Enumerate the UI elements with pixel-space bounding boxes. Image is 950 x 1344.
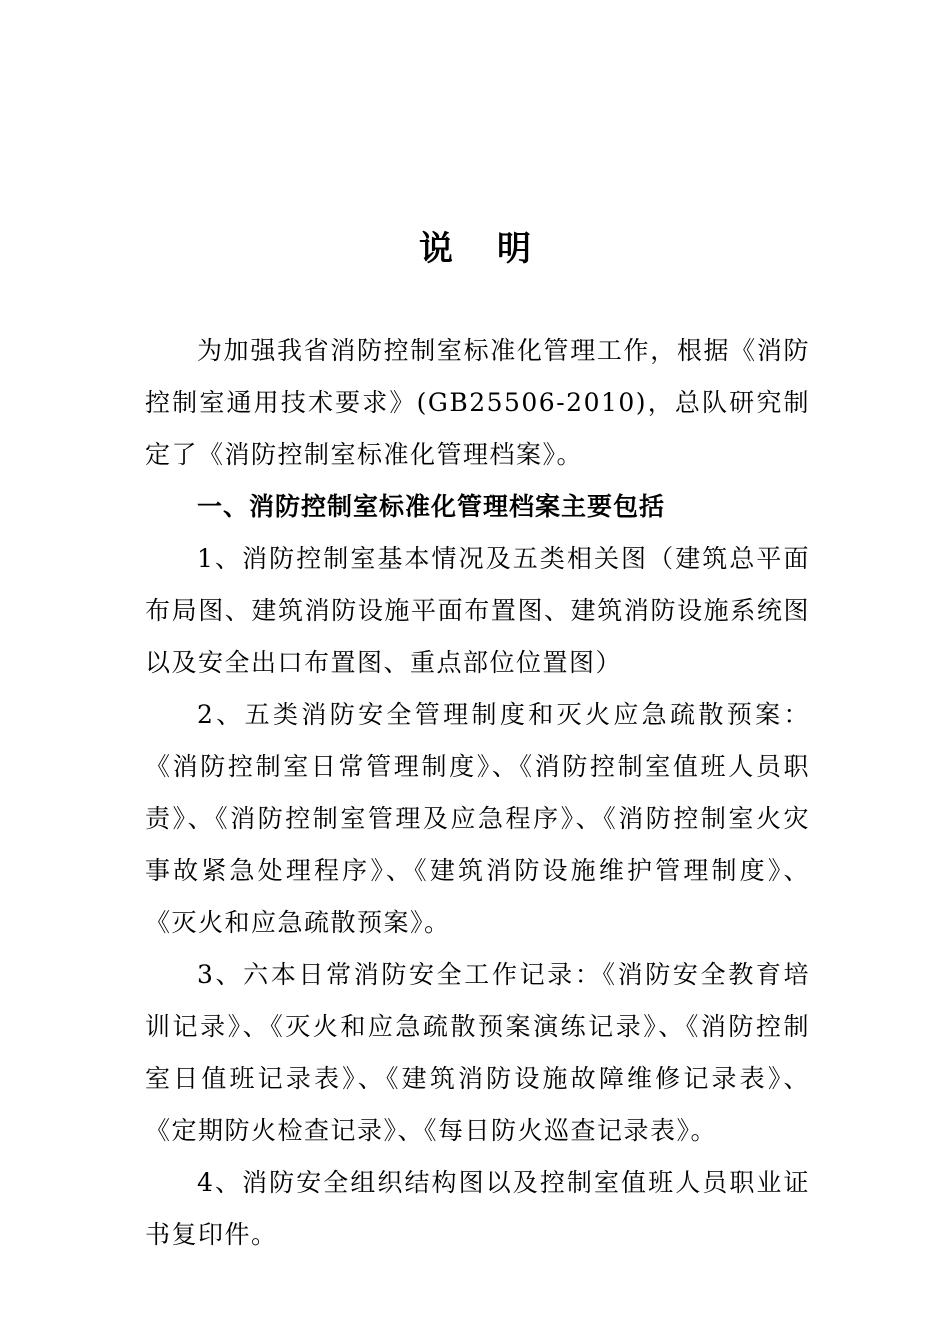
section-heading: 一、消防控制室标准化管理档案主要包括 [197, 492, 666, 521]
list-item-1: 1、消防控制室基本情况及五类相关图（建筑总平面布局图、建筑消防设施平面布置图、建筑消防设施系统图以及安全出口布置图、重点部位位置图） [145, 544, 810, 677]
title-char-2: 明 [497, 229, 531, 269]
document-body [145, 325, 810, 1261]
page-title [0, 225, 950, 273]
intro-paragraph: 为加强我省消防控制室标准化管理工作，根据《消防控制室通用技术要求》(GB25506-2010)，总队研究制定了《消防控制室标准化管理档案》。 [145, 336, 810, 469]
list-item-4: 4、消防安全组织结构图以及控制室值班人员职业证书复印件。 [145, 1168, 810, 1249]
list-item-3: 3、六本日常消防安全工作记录：《消防安全教育培训记录》、《灭火和应急疏散预案演练记录》、《消防控制室日值班记录表》、《建筑消防设施故障维修记录表》、《定期防火检查记录》、《每日防火巡查记录表》。 [145, 960, 810, 1145]
list-item-2: 2、五类消防安全管理制度和灭火应急疏散预案：《消防控制室日常管理制度》、《消防控制室值班人员职责》、《消防控制室管理及应急程序》、《消防控制室火灾事故紧急处理程序》、《建筑消防设施维护管理制度》、《灭火和应急疏散预案》。 [145, 700, 810, 937]
title-char-1: 说 [419, 229, 453, 269]
